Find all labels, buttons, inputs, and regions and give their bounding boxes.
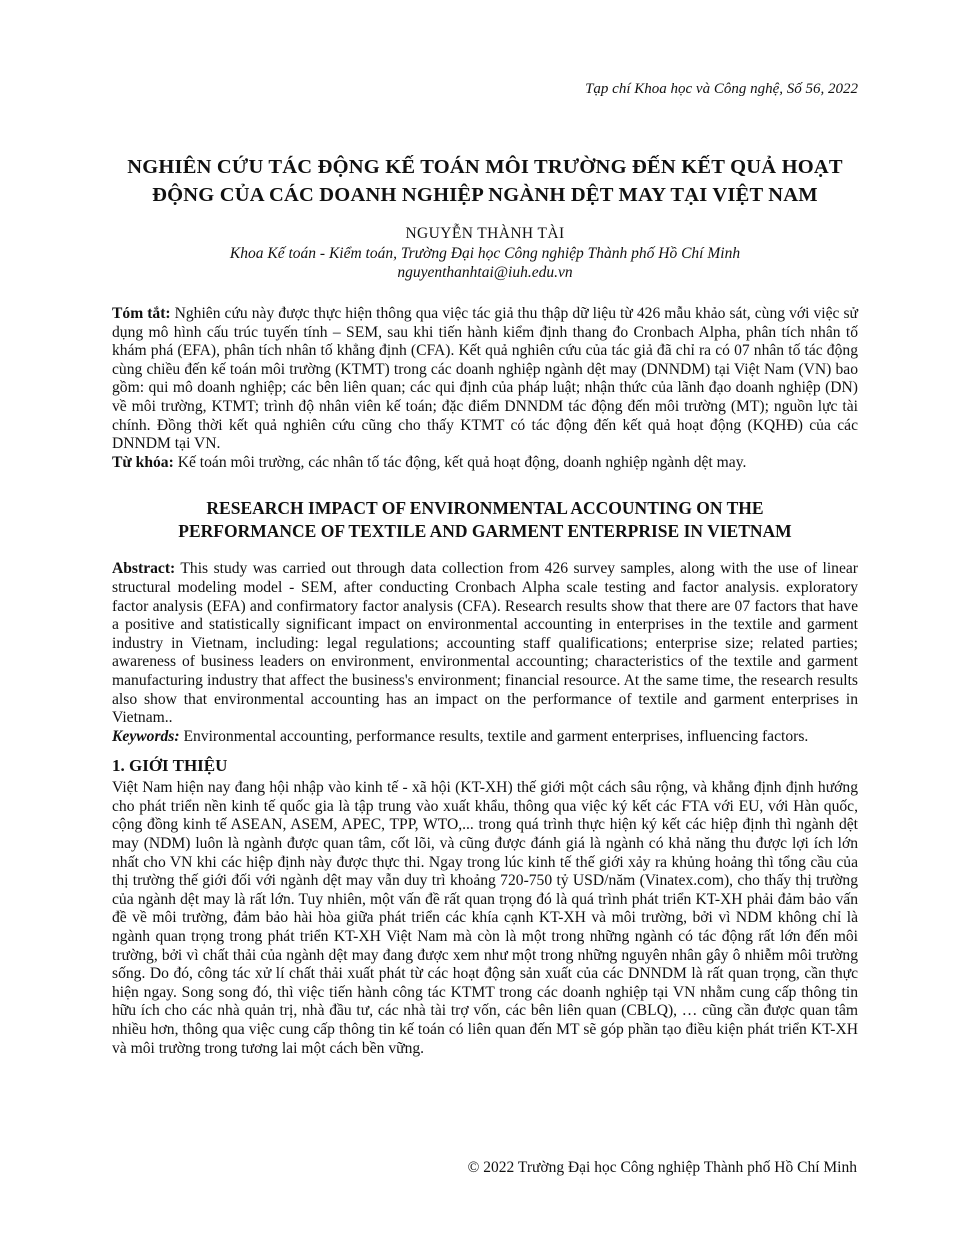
abstract-vietnamese-text: Nghiên cứu này được thực hiện thông qua việc tác giả thu thập dữ liệu từ 426 mẫu khảo sát, cùng với việc sử dụng mô hình cấu trúc tuyến tính – SEM, sau khi tiến hành kiểm định thang đo Cronbach Alpha, phân tích nhân tố khám phá (EFA), phân tích nhân tố khẳng định (CFA). Kết quả nghiên cứu của tác giả đã chỉ ra có 07 nhân tố tác động cùng chiều đến kế toán môi trường (KTMT) trong các doanh nghiệp ngành dệt may (DNNDM) tại Việt Nam (VN) bao gồm: qui mô doanh nghiệp; các bên liên quan; các qui định của pháp luật; nhận thức của lãnh đạo doanh nghiệp (DN) về môi trường, KTMT; trình độ nhân viên kế toán; đặc điểm DNNDM tác động đến môi trường (MT); nguồn lực tài chính. Đồng thời kết quả nghiên cứu cũng cho thấy KTMT có tác động đến kết quả hoạt động (KQHĐ) của các DNNDM tại VN. — [112, 305, 858, 453]
author-affiliation: Khoa Kế toán - Kiểm toán, Trường Đại học Công nghiệp Thành phố Hồ Chí Minh — [229, 245, 741, 262]
keywords-english-text: Environmental accounting, performance results, textile and garment enterprises, influencing factors. — [179, 727, 809, 745]
abstract-english — [112, 560, 858, 727]
abstract-vietnamese — [112, 305, 858, 454]
keywords-vietnamese-text: Kế toán môi trường, các nhân tố tác động, kết quả hoạt động, doanh nghiệp ngành dệt may. — [173, 453, 747, 471]
article-title-english: RESEARCH IMPACT OF ENVIRONMENTAL ACCOUNTING ON THE PERFORMANCE OF TEXTILE AND GARMENT ENTERPRISE IN VIETNAM — [178, 498, 792, 542]
abstract-english-text: This study was carried out through data collection from 426 survey samples, along with the use of linear structural modeling model - SEM, after conducting Cronbach Alpha scale testing and factor analysis. exploratory factor analysis (EFA) and confirmatory factor analysis (CFA). Research results show that there are 07 factors that have a positive and statistically significant impact on environmental accounting in enterprises in the textile and garment industry in Vietnam, including: legal regulations; accounting staff qualifications; enterprise size; related parties; awareness of business leaders on environment, environmental accounting; characteristics of the textile and garment manufacturing industry that affect the business's environment; financial resource. At the same time, the research results also show that environmental accounting has an impact on the performance of textile and garment enterprises in Vietnam.. — [112, 560, 858, 727]
keywords-english — [112, 728, 858, 747]
author-name: NGUYỄN THÀNH TÀI — [405, 225, 565, 242]
article-title-vietnamese: NGHIÊN CỨU TÁC ĐỘNG KẾ TOÁN MÔI TRƯỜNG ĐẾN KẾT QUẢ HOẠT ĐỘNG CỦA CÁC DOANH NGHIỆP NGÀNH DỆT MAY TẠI VIỆT NAM — [127, 156, 843, 206]
abstract-vietnamese-label: Tóm tắt: — [112, 305, 171, 322]
keywords-vietnamese — [112, 454, 858, 473]
keywords-english-label: Keywords: — [112, 727, 180, 745]
page-content — [0, 80, 969, 1058]
keywords-vietnamese-label: Từ khóa: — [112, 453, 174, 471]
abstract-english-label: Abstract: — [112, 560, 176, 578]
section-1-body: Việt Nam hiện nay đang hội nhập vào kinh tế - xã hội (KT-XH) thế giới một cách sâu rộng, và khẳng định định hướng cho phát triển nền kinh tế quốc gia là tập trung vào xuất khẩu, thông qua việc ký kết các FTA với EU, với Hàn quốc, cộng đồng kinh tế ASEAN, ASEM, APEC, TPP, WTO,... trong quá trình thực hiện ký kết các hiệp định thì ngành dệt may (NDM) luôn là ngành được quan tâm, cốt lõi, và cũng được đánh giá là ngành có khả năng thu được lợi ích lớn nhất cho VN khi các hiệp định này được thực thi. Ngay trong lúc kinh tế thế giới xảy ra khủng hoảng thì tổng cầu của thị trường thế giới đối với ngành dệt may vẫn duy trì khoảng 720-750 tỷ USD/năm (Vinatex.com), cho thấy thị trường của ngành dệt may là rất lớn. Tuy nhiên, một vấn đề rất quan trọng đó là quá trình phát triển KT-XH phải đảm bảo vấn đề về môi trường, đảm bảo hài hòa giữa phát triển các khía cạnh KT-XH và môi trường, bởi vì NDM không chỉ là ngành quan trọng trong phát triển KT-XH Việt Nam mà còn là một trong những ngành có tác động rất lớn đến môi trường, bởi vì chất thải của ngành dệt may đang được xem như một trong những nguyên nhân gây ô nhiễm môi trường sống. Do đó, công tác xử lí chất thải xuất phát từ các hoạt động sản xuất của các DNNDM là rất quan trọng, cần thực hiện ngay. Song song đó, thì việc tiến hành công tác KTMT trong các doanh nghiệp tại VN nhằm cung cấp thông tin hữu ích cho các nhà quản trị, nhà đầu tư, các nhà tài trợ vốn, các bên liên quan (CBLQ), … cũng cần được quan tâm nhiều hơn, thông qua việc cung cấp thông tin kế toán có liên quan đến MT sẽ góp phần tạo điều kiện phát triển KT-XH và môi trường trong tương lai một cách bền vững. — [112, 779, 858, 1057]
journal-header: Tạp chí Khoa học và Công nghệ, Số 56, 2022 — [585, 81, 858, 97]
section-1-heading: 1. GIỚI THIỆU — [112, 756, 228, 776]
copyright-footer: © 2022 Trường Đại học Công nghiệp Thành phố Hồ Chí Minh — [467, 1159, 857, 1176]
author-email: nguyenthanhtai@iuh.edu.vn — [397, 264, 573, 281]
